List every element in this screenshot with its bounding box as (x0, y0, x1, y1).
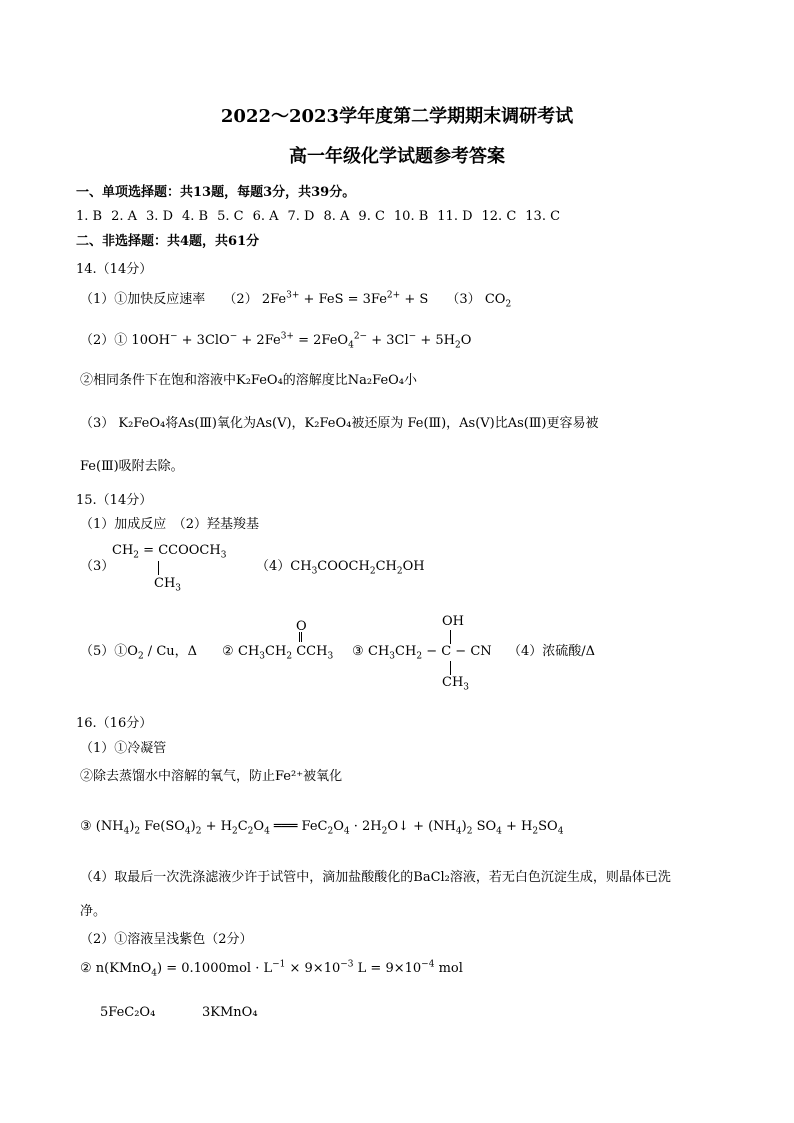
mcq-answer: 7. D (287, 209, 315, 224)
q14-part2-ii: ②相同条件下在饱和溶液中K₂FeO₄的溶解度比Na₂FeO₄小 (80, 373, 418, 388)
mcq-answer: 8. A (323, 209, 350, 224)
q16-label: 16.（16分） (76, 716, 153, 731)
title-line1: 2022～2023学年度第二学期期末调研考试 (220, 106, 574, 127)
q16-part4-line2: 净。 (80, 904, 107, 919)
q16-part1-ii: ②除去蒸馏水中溶解的氧气，防止Fe²⁺被氧化 (80, 769, 343, 784)
q14-equation1: $2Fe^{3+}$ + FeS = $3Fe^{2+} + S$ (261, 290, 429, 307)
struct5iii-bond-top (450, 630, 451, 644)
mcq-answer: 12. C (481, 209, 517, 224)
q16-part2-i: （2）①溶液呈浅紫色（2分） (80, 932, 253, 947)
struct5iii-prefix: ③ (352, 644, 364, 659)
q16-part1-iii (80, 818, 563, 836)
mcq-answer: 5. C (217, 209, 244, 224)
q14-equation2: $10OH^- + 3ClO^- + 2Fe^{3+} = 2FeO_4^{2-} + 3Cl^- + 5H_2O$ (131, 331, 472, 351)
struct5ii-double-bond (299, 632, 302, 642)
q14-p1a: （1）①加快反应速率 (80, 292, 206, 307)
q16-part4-line1: （4）取最后一次洗涤滤液少许于试管中，滴加盐酸酸化的BaCl₂溶液，若无白色沉淀生成，则晶体已洗 (80, 870, 671, 885)
q15-p3-label: （3） (80, 559, 115, 574)
q14-part1 (80, 291, 511, 309)
struct5iii-chain: $CH_3CH_2 - C$ − CN (368, 644, 492, 662)
q16-part1-i: （1）①冷凝管 (80, 741, 167, 756)
mcq-answers (76, 208, 569, 226)
q15-part4: $(4)CH_3COOCH_2CH_2OH$ (256, 559, 425, 577)
mcq-answer: 2. A (111, 209, 138, 224)
q16-ratio-right: 3KMnO₄ (202, 1005, 258, 1020)
q16-p2ii-prefix: ② (80, 961, 92, 976)
mcq-answer: 4. B (182, 209, 209, 224)
q14-part3-line1: （3） K₂FeO₄将As(Ⅲ)氧化为As(Ⅴ)，K₂FeO₄被还原为 Fe(Ⅲ)，As(Ⅴ)比As(Ⅲ)更容易被 (80, 416, 599, 431)
mcq-answer: 6. A (252, 209, 279, 224)
struct3-bond (158, 561, 159, 575)
q14-part3-line2: Fe(Ⅲ)吸附去除。 (80, 459, 184, 474)
q16-part2-ii (80, 960, 463, 978)
q14-p2-prefix: （2）① (80, 333, 128, 348)
q15-part5-i: $(5)①O_2$ / Cu，Δ (80, 644, 198, 662)
section2-heading: 二、非选择题：共4题，共61分 (76, 234, 260, 249)
q15-part5-iv: （4）浓硫酸/Δ (508, 644, 596, 659)
struct5ii-chain: $CH_3CH_2$ $CCH_3$ (238, 644, 334, 662)
struct3-methyl: $CH_3$ (154, 576, 182, 594)
q16-mole-calc: n(KMnO$_4$) = $0.1000mol \cdot L^{-1} \times 9\times 10^{-3}$ $L = 9\times 10^{-4}$ mol (95, 959, 463, 979)
q14-part2 (80, 332, 471, 350)
q14-label: 14.（14分） (76, 262, 153, 277)
struct5iii-bond-bottom (450, 661, 451, 675)
q16-equation: $(NH_4)_2$ $Fe(SO_4)_2 + H_2C_2O_4$ ═══ $FeC_2O_4$ · $2H_2O↓ + (NH_4)_2$ $SO_4 + H_2SO_4$ (95, 819, 564, 837)
struct3-mainchain: $CH_2$ = $CCOOCH_3$ (112, 543, 227, 561)
struct5ii-oxygen: O (296, 619, 307, 634)
q15-part1: （1）加成反应 （2）羟基羧基 (80, 517, 260, 532)
q16-ratio-left: 5FeC₂O₄ (100, 1005, 156, 1020)
q16-p1iii-prefix: ③ (80, 819, 92, 834)
q14-p1c: （3） (446, 292, 481, 307)
struct5ii-prefix: ② (222, 644, 234, 659)
mcq-answer: 11. D (437, 209, 473, 224)
struct5iii-methyl: $CH_3$ (442, 675, 470, 693)
mcq-answer: 9. C (358, 209, 385, 224)
q15-label: 15.（14分） (76, 493, 153, 508)
q14-co2: $CO_2$ (484, 292, 512, 310)
mcq-answer: 3. D (146, 209, 173, 224)
mcq-answer: 10. B (393, 209, 429, 224)
section1-heading: 一、单项选择题：共13题，每题3分，共39分。 (76, 185, 356, 200)
mcq-answer: 1. B (76, 209, 103, 224)
struct5iii-hydroxyl: OH (442, 614, 464, 629)
title-line2: 高一年级化学试题参考答案 (289, 146, 505, 167)
mcq-answer: 13. C (525, 209, 561, 224)
q14-p1b-prefix: （2） (223, 292, 258, 307)
